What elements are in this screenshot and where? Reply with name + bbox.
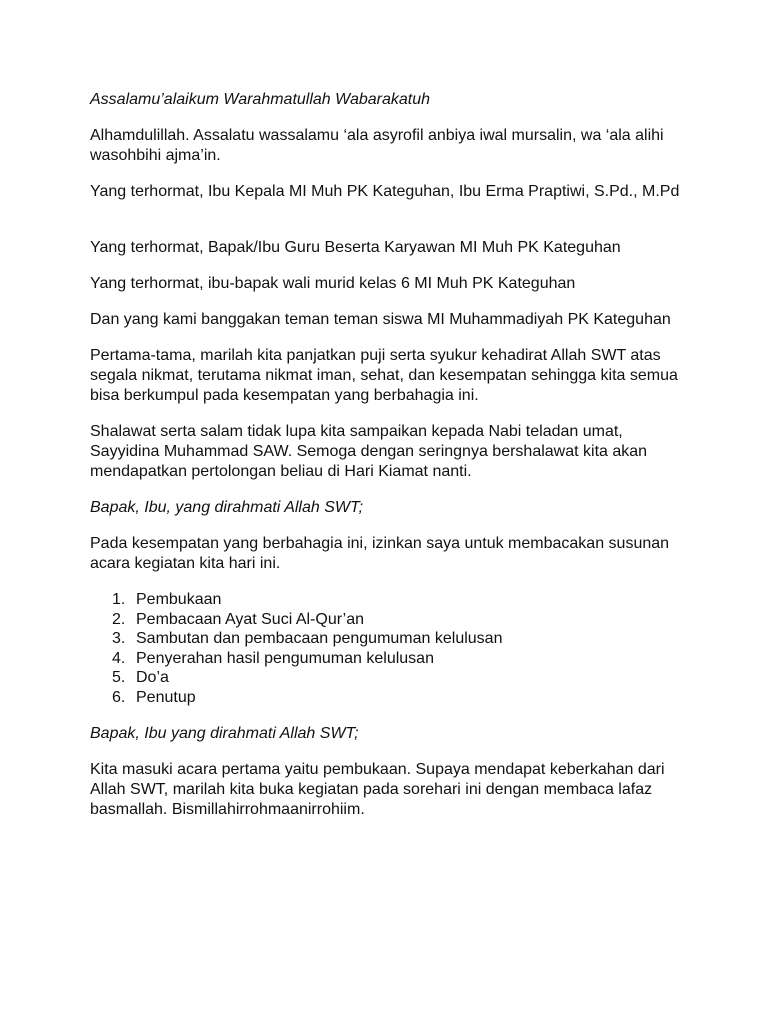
address-line-1: Bapak, Ibu, yang dirahmati Allah SWT; [90, 499, 364, 516]
agenda-text: Pembacaan Ayat Suci Al-Qur’an [136, 610, 364, 628]
gratitude-paragraph: Pertama-tama, marilah kita panjatkan puji serta syukur kehadirat Allah SWT atas segala nikmat, terutama nikmat iman, sehat, dan kesempatan sehingga kita semua bisa berkumpul pada kesempatan yang berbahagia ini. [90, 347, 678, 404]
agenda-list [90, 590, 690, 708]
shalawat-paragraph: Shalawat serta salam tidak lupa kita sampaikan kepada Nabi teladan umat, Sayyidina Muhammad SAW. Semoga dengan seringnya bershalawat kita akan mendapatkan pertolongan beliau di Hari Kiamat nanti. [90, 423, 648, 480]
agenda-number: 5. [112, 669, 126, 687]
agenda-text: Penyerahan hasil pengumuman kelulusan [136, 649, 434, 667]
agenda-item [90, 668, 690, 688]
closing-paragraph: Kita masuki acara pertama yaitu pembukaan. Supaya mendapat keberkahan dari Allah SWT, marilah kita buka kegiatan pada sorehari ini dengan membaca lafaz basmallah. Bismillahirrohmaanirrohiim. [90, 760, 665, 818]
respect-line-parents: Yang terhormat, ibu-bapak wali murid kelas 6 MI Muh PK Kateguhan [90, 275, 576, 292]
agenda-number: 6. [112, 688, 126, 706]
agenda-text: Do’a [136, 669, 169, 687]
agenda-number: 3. [112, 630, 126, 648]
agenda-item [90, 610, 690, 630]
opening-paragraph: Alhamdulillah. Assalatu wassalamu ‘ala asyrofil anbiya iwal mursalin, wa ‘ala alihi wasohbihi ajma’in. [90, 127, 664, 164]
agenda-item [90, 649, 690, 669]
agenda-number: 2. [112, 610, 126, 628]
agenda-item [90, 590, 690, 610]
address-line-2: Bapak, Ibu yang dirahmati Allah SWT; [90, 724, 359, 742]
respect-line-principal: Yang terhormat, Ibu Kepala MI Muh PK Kateguhan, Ibu Erma Praptiwi, S.Pd., M.Pd [90, 183, 680, 200]
document-page [90, 90, 690, 836]
agenda-item [90, 688, 690, 708]
agenda-intro: Pada kesempatan yang berbahagia ini, izinkan saya untuk membacakan susunan acara kegiatan kita hari ini. [90, 535, 670, 572]
agenda-text: Pembukaan [136, 591, 222, 608]
agenda-text: Sambutan dan pembacaan pengumuman kelulusan [136, 630, 503, 648]
agenda-item [90, 629, 690, 649]
greeting: Assalamu’alaikum Warahmatullah Wabarakatuh [90, 91, 431, 108]
respect-line-students: Dan yang kami banggakan teman teman siswa MI Muhammadiyah PK Kateguhan [90, 311, 671, 328]
respect-line-teachers: Yang terhormat, Bapak/Ibu Guru Beserta Karyawan MI Muh PK Kateguhan [90, 239, 621, 256]
agenda-text: Penutup [136, 688, 196, 706]
agenda-number: 1. [112, 591, 126, 608]
agenda-number: 4. [112, 649, 126, 667]
